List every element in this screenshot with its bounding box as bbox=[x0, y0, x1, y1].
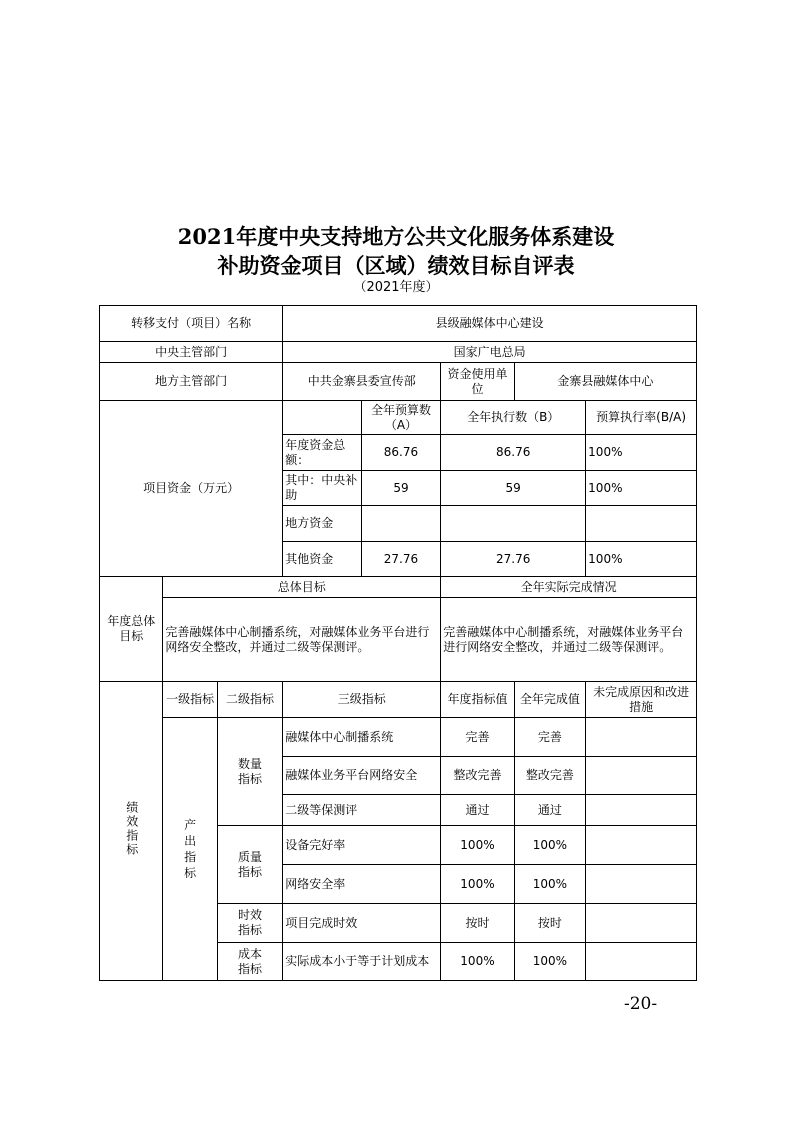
project-name-label: 转移支付（项目）名称 bbox=[100, 306, 283, 342]
title-line-2: 补助资金项目（区域）绩效目标自评表 bbox=[217, 253, 575, 278]
indicator-row bbox=[100, 718, 697, 757]
cost-indicator-label: 成本指标 bbox=[217, 943, 282, 981]
funds-executed-header: 全年执行数（B） bbox=[441, 401, 586, 435]
indicator-actual: 完善 bbox=[514, 718, 585, 757]
funds-row-executed: 27.76 bbox=[441, 542, 586, 577]
indicator-reason bbox=[586, 904, 697, 943]
timeliness-indicator-label: 时效指标 bbox=[217, 904, 282, 943]
overall-goal-header: 总体目标 bbox=[163, 577, 441, 598]
level3-header: 三级指标 bbox=[283, 682, 441, 718]
actual-completion-header: 全年实际完成情况 bbox=[441, 577, 697, 598]
performance-indicators-label: 绩效指标 bbox=[100, 682, 163, 981]
indicator-reason bbox=[586, 943, 697, 981]
funds-row-executed: 86.76 bbox=[441, 435, 586, 471]
funding-unit-value: 金寨县融媒体中心 bbox=[514, 363, 696, 401]
project-funds-label: 项目资金（万元） bbox=[100, 401, 283, 577]
overall-goal-text: 完善融媒体中心制播系统，对融媒体业务平台进行网络安全整改，并通过二级等保测评。 bbox=[163, 598, 441, 682]
funds-blank-header bbox=[283, 401, 362, 435]
funds-row-rate: 100% bbox=[586, 435, 697, 471]
funds-budget-header: 全年预算数（A） bbox=[361, 401, 441, 435]
indicator-actual: 100% bbox=[514, 943, 585, 981]
level2-header: 二级指标 bbox=[217, 682, 282, 718]
funds-row-rate: 100% bbox=[586, 542, 697, 577]
funds-row-executed: 59 bbox=[441, 471, 586, 506]
indicator-target: 完善 bbox=[441, 718, 514, 757]
level1-header: 一级指标 bbox=[163, 682, 217, 718]
indicator-target: 通过 bbox=[441, 795, 514, 826]
funds-row-name: 年度资金总额： bbox=[283, 435, 362, 471]
indicator-actual: 通过 bbox=[514, 795, 585, 826]
indicator-target: 100% bbox=[441, 826, 514, 865]
funds-row-rate bbox=[586, 506, 697, 542]
funds-row-budget: 27.76 bbox=[361, 542, 441, 577]
indicator-name: 项目完成时效 bbox=[283, 904, 441, 943]
indicator-actual: 按时 bbox=[514, 904, 585, 943]
indicator-reason bbox=[586, 757, 697, 795]
funds-row-budget: 59 bbox=[361, 471, 441, 506]
local-dept-label: 地方主管部门 bbox=[100, 363, 283, 401]
quality-indicator-label: 质量指标 bbox=[217, 826, 282, 904]
indicator-actual: 100% bbox=[514, 865, 585, 904]
performance-table bbox=[99, 305, 697, 981]
actual-value-header: 全年完成值 bbox=[514, 682, 585, 718]
indicator-actual: 100% bbox=[514, 826, 585, 865]
indicator-actual: 整改完善 bbox=[514, 757, 585, 795]
indicator-name: 网络安全率 bbox=[283, 865, 441, 904]
indicator-target: 100% bbox=[441, 865, 514, 904]
indicator-name: 融媒体中心制播系统 bbox=[283, 718, 441, 757]
funds-row-rate: 100% bbox=[586, 471, 697, 506]
target-value-header: 年度指标值 bbox=[441, 682, 514, 718]
funds-row-name: 其他资金 bbox=[283, 542, 362, 577]
central-dept-value: 国家广电总局 bbox=[283, 342, 697, 363]
indicator-name: 设备完好率 bbox=[283, 826, 441, 865]
indicator-target: 100% bbox=[441, 943, 514, 981]
funding-unit-label: 资金使用单位 bbox=[441, 363, 514, 401]
indicator-name: 融媒体业务平台网络安全 bbox=[283, 757, 441, 795]
reason-header: 未完成原因和改进措施 bbox=[586, 682, 697, 718]
indicator-reason bbox=[586, 795, 697, 826]
report-year: （2021年度） bbox=[353, 280, 439, 295]
annual-goal-label: 年度总体目标 bbox=[100, 577, 163, 682]
funds-row-executed bbox=[441, 506, 586, 542]
funds-row-name: 其中：中央补助 bbox=[283, 471, 362, 506]
actual-completion-text: 完善融媒体中心制播系统，对融媒体业务平台进行网络安全整改，并通过二级等保测评。 bbox=[441, 598, 697, 682]
quantity-indicator-label: 数量指标 bbox=[217, 718, 282, 826]
page-number: -20- bbox=[624, 994, 658, 1014]
indicator-reason bbox=[586, 718, 697, 757]
funds-row-budget bbox=[361, 506, 441, 542]
title-line-1: 2021年度中央支持地方公共文化服务体系建设 bbox=[177, 224, 615, 249]
funds-rate-header: 预算执行率(B/A) bbox=[586, 401, 697, 435]
indicator-target: 按时 bbox=[441, 904, 514, 943]
indicator-reason bbox=[586, 865, 697, 904]
indicator-target: 整改完善 bbox=[441, 757, 514, 795]
output-indicators-label: 产出指标 bbox=[163, 718, 217, 981]
funds-row-budget: 86.76 bbox=[361, 435, 441, 471]
indicator-reason bbox=[586, 826, 697, 865]
local-dept-value: 中共金寨县委宣传部 bbox=[283, 363, 441, 401]
indicator-name: 实际成本小于等于计划成本 bbox=[283, 943, 441, 981]
funds-row-name: 地方资金 bbox=[283, 506, 362, 542]
central-dept-label: 中央主管部门 bbox=[100, 342, 283, 363]
project-name-value: 县级融媒体中心建设 bbox=[283, 306, 697, 342]
indicator-name: 二级等保测评 bbox=[283, 795, 441, 826]
